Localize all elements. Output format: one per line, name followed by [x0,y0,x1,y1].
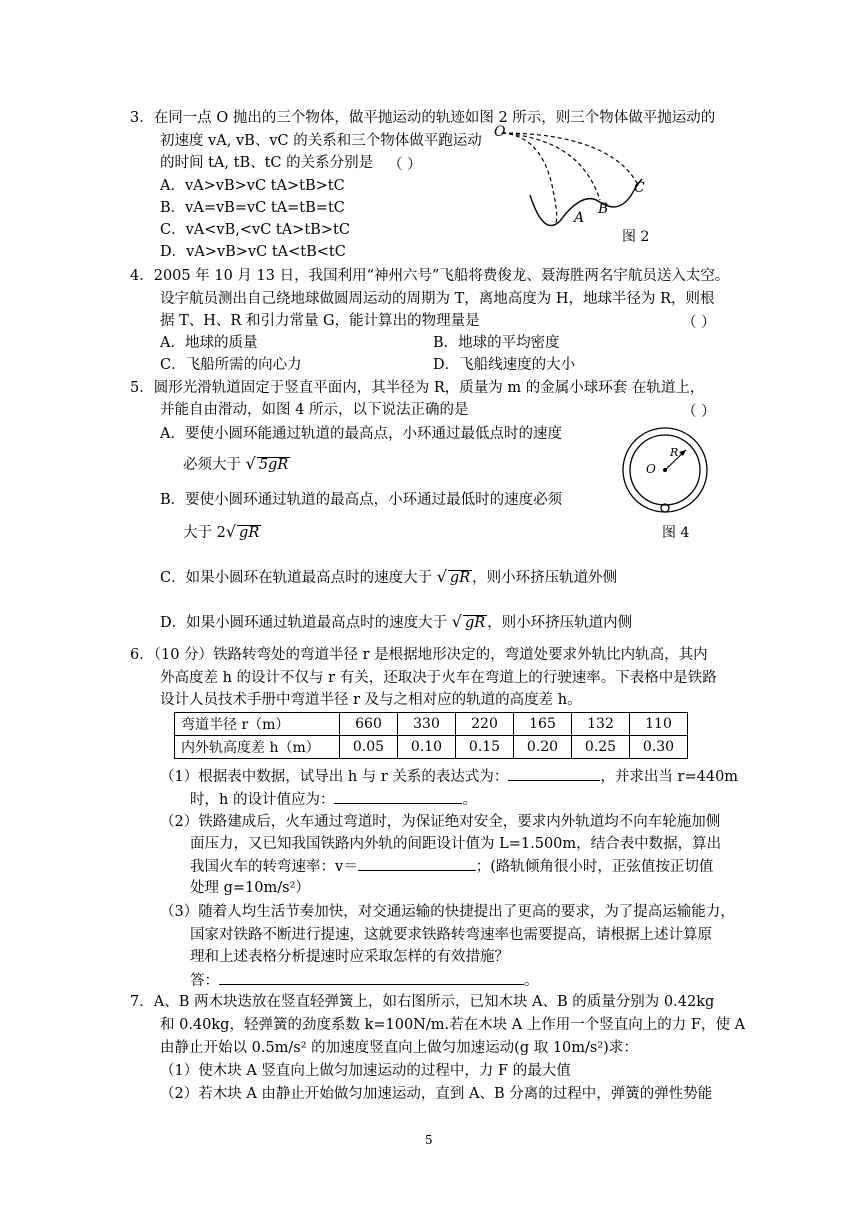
q5-option-a-prefix: 必须大于 [183,457,241,473]
q6-part2-text: 我国火车的转弯速率：v＝ [190,859,358,875]
sqrt-icon: √ [436,567,447,586]
q3-line3: 的时间 tA, tB、tC 的关系分别是 [160,155,374,171]
q6-part1-end: 。 [462,792,477,808]
q6-part2-line1: （2）铁路建成后，火车通过弯道时，为保证绝对安全，要求内外轨道均不向车轮施加侧 [160,814,721,830]
q4-option-d: D．飞船线速度的大小 [433,357,576,373]
fig2-label-b: B [598,201,609,217]
q6-part3-answer [190,970,539,991]
q3-option-b: B．vA=vB=vC tA=tB=tC [160,200,345,216]
q7-part1: （1）使木块 A 竖直向上做匀加速运动的过程中，力 F 的最大值 [160,1063,571,1079]
q4-option-a: A．地球的质量 [160,335,258,351]
fig4-label-o: O [646,462,656,476]
q7-line3: 由静止开始以 0.5m/s² 的加速度竖直向上做匀加速运动(g 取 10m/s²)求： [160,1040,638,1056]
q6-line3: 设计人员技术手册中弯道半径 r 及与之相对应的轨道的高度差 h。 [160,692,582,708]
table-cell: 132 [572,713,630,736]
table-cell: 0.10 [398,736,456,759]
q6-part1-line1 [160,766,738,787]
q6-part2-line3 [190,856,713,877]
q3-line1: 3．在同一点 O 抛出的三个物体，做平抛运动的轨迹如图 2 所示，则三个物体做平抛运动的 [130,110,716,126]
answer-blank[interactable] [219,970,524,985]
q4-line3: 据 T、H、R 和引力常量 G，能计算出的物理量是 [160,313,480,329]
q5-option-b-coefficient: 2 [216,525,226,541]
table-cell: 0.30 [630,736,688,759]
table-cell: 110 [630,713,688,736]
q6-part2-line4: 处理 g=10m/s²） [190,880,310,896]
fig2-label-a: A [574,210,585,226]
table-cell: 165 [514,713,572,736]
q6-line2: 外高度差 h 的设计不仅与 r 有关，还取决于火车在弯道上的行驶速率。下表格中是铁路 [160,670,717,686]
q5-option-c-suffix: ，则小环挤压轨道外侧 [472,570,618,586]
q7-part2: （2）若木块 A 由静止开始做匀加速运动，直到 A、B 分离的过程中，弹簧的弹性势能 [160,1086,713,1102]
sqrt-icon: √ [245,454,256,473]
q6-part3-line3: 理和上述表格分析提速时应采取怎样的有效措施？ [190,949,509,965]
table-row [175,713,688,736]
table-row-label: 弯道半径 r（m） [175,713,340,736]
q5-line2: 并能自由滑动，如图 4 所示，以下说法正确的是 [160,402,469,418]
table-cell: 0.25 [572,736,630,759]
q5-option-c-prefix: C．如果小圆环在轨道最高点时的速度大于 [160,570,433,586]
table-cell: 330 [398,713,456,736]
q5-line1: 5．圆形光滑轨道固定于竖直平面内，其半径为 R，质量为 m 的金属小球环套 在轨道上， [130,380,705,396]
table-cell: 660 [340,713,398,736]
q3-option-d: D．vA>vB>vC tA<tB<tC [160,244,346,260]
q6-part1-text: （1）根据表中数据，试导出 h 与 r 关系的表达式为： [160,769,509,785]
figure-4-circular-track [620,425,710,515]
q5-option-b-line2 [183,522,261,543]
q5-option-d-suffix: ，则小环挤压轨道内侧 [487,615,633,631]
table-cell: 220 [456,713,514,736]
q5-answer-paren: （ ） [682,404,716,420]
q6-answer-end: 。 [524,973,539,989]
fig2-label-c: C [634,180,645,196]
q5-option-c-radicand: gR [449,570,471,586]
q4-line2: 设宇航员测出自己绕地球做圆周运动的周期为 T，离地高度为 H，地球半径为 R，则根 [160,291,715,307]
fig4-label-r: R [670,446,679,459]
q7-line2: 和 0.40kg，轻弹簧的劲度系数 k=100N/m.若在木块 A 上作用一个竖直向上的力 F，使 A [160,1017,746,1033]
q7-line1: 7．A、B 两木块迭放在竖直轻弹簧上，如右图所示，已知木块 A、B 的质量分别为 0.42kg [130,994,715,1010]
q6-part1-text-2: ，并求出当 r=440m [600,769,739,785]
table-cell: 0.05 [340,736,398,759]
q6-part2-line2: 面压力，又已知我国铁路内外轨的间距设计值为 L=1.500m，结合表中数据，算出 [190,836,722,852]
q3-line2: 初速度 vA, vB、vC 的关系和三个物体做平跑运动 [160,133,482,149]
q4-option-b: B．地球的平均密度 [433,335,560,351]
q5-option-a-line1: A．要使小圆环能通过轨道的最高点，小环通过最低点时的速度 [160,426,562,442]
table-cell: 0.15 [456,736,514,759]
table-row-label: 内外轨高度差 h（m） [175,736,340,759]
answer-blank[interactable] [334,789,462,804]
sqrt-icon: √ [451,612,462,631]
page-number: 5 [425,1133,433,1147]
q6-line1: 6．（10 分）铁路转弯处的弯道半径 r 是根据地形决定的，弯道处要求外轨比内轨高，其内 [130,647,708,663]
q5-option-d-radicand: gR [464,615,486,631]
fig2-caption: 图 2 [622,229,650,245]
q5-option-a-radicand: 5gR [258,457,289,473]
q3-option-c: C．vA<vB,<vC tA>tB>tC [160,222,350,238]
q5-option-c [160,567,617,588]
q6-part1-line2 [190,789,477,810]
q5-option-b-prefix: 大于 [183,525,212,541]
q3-answer-paren: （ ） [388,157,422,173]
sqrt-icon: √ [225,522,237,541]
fig2-label-o: O [494,124,506,140]
q6-answer-label: 答： [190,973,219,989]
q6-part2-text-2: ；(路轨倾角很小时，正弦值按正切值 [475,859,714,875]
q4-line1: 4．2005 年 10 月 13 日，我国利用“神州六号”飞船将费俊龙、聂海胜两名宇航员送入太空。 [130,268,730,284]
q6-part1-text-3: 时，h 的设计值应为： [190,792,335,808]
rail-design-table [174,712,688,759]
answer-blank[interactable] [508,766,600,781]
table-row [175,736,688,759]
q5-option-a-line2 [183,454,290,475]
answer-blank[interactable] [358,856,476,871]
fig4-caption: 图 4 [662,525,690,541]
table-cell: 0.20 [514,736,572,759]
q5-option-b-radicand: gR [239,525,260,541]
q6-part3-line2: 国家对铁路不断进行提速，这就要求铁路转弯速率也需要提高，请根据上述计算原 [190,927,712,943]
q5-option-d [160,612,632,633]
q3-option-a: A．vA>vB>vC tA>tB>tC [160,178,345,194]
q6-part3-line1: （3）随着人均生活节奏加快，对交通运输的快捷提出了更高的要求，为了提高运输能力， [160,904,735,920]
q4-option-c: C．飞船所需的向心力 [160,357,302,373]
q4-answer-paren: （ ） [682,315,716,331]
q5-option-d-prefix: D．如果小圆环通过轨道最高点时的速度大于 [160,615,448,631]
q5-option-b-line1: B．要使小圆环通过轨道的最高点，小环通过最低时的速度必须 [160,492,563,508]
